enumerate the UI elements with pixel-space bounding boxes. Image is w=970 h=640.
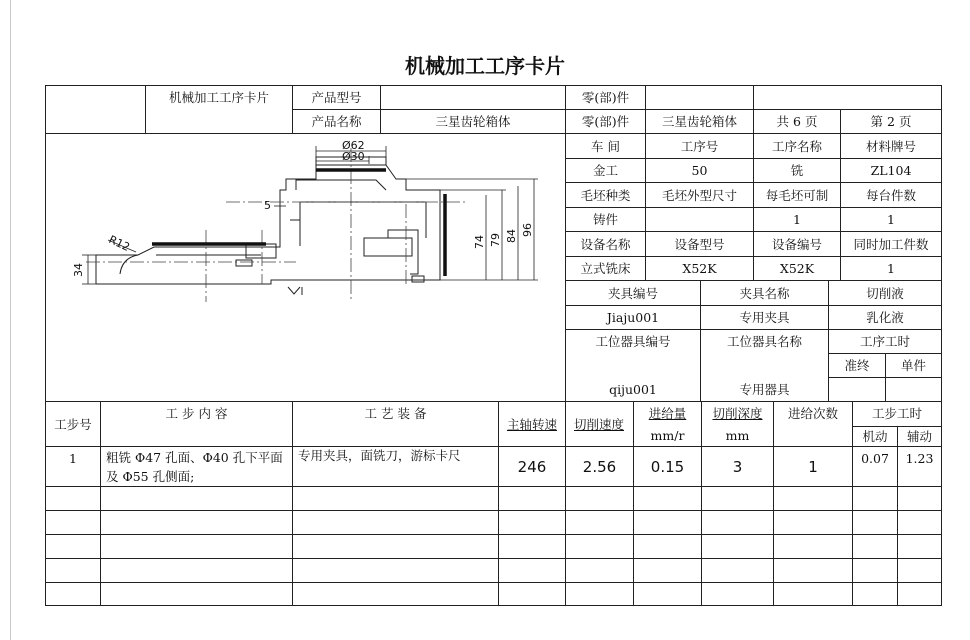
equip-model: X52K	[682, 261, 717, 276]
total-pages: 共 6 页	[776, 114, 818, 129]
material-label: 材料牌号	[865, 138, 916, 154]
tool-no: qiju001	[609, 382, 657, 397]
part-sketch	[46, 134, 565, 401]
equip-no-label: 设备编号	[771, 236, 822, 252]
dim-84: 84	[505, 229, 518, 243]
col-feed-unit: mm/r	[650, 427, 685, 443]
workshop-label: 车 间	[591, 138, 620, 154]
fixture-no: Jiaju001	[606, 310, 660, 325]
page-number: 第 2 页	[870, 114, 912, 129]
per-blank-label: 每毛坯可制	[765, 187, 829, 203]
step-spindle: 246	[517, 457, 547, 476]
step-no: 1	[69, 450, 77, 466]
blank-type: 铸件	[592, 212, 618, 227]
col-aux-time: 辅动	[906, 429, 932, 444]
per-blank: 1	[793, 212, 801, 227]
unit-time-label: 单件	[900, 358, 926, 373]
col-step-no: 工步号	[54, 416, 92, 432]
tool-name-label: 工位器具名称	[726, 333, 802, 349]
col-spindle: 主轴转速	[506, 416, 557, 432]
blank-type-label: 毛坯种类	[580, 187, 631, 203]
card-label: 机械加工工序卡片	[168, 90, 269, 105]
step-content: 粗铣 Φ47 孔面、Φ40 孔下平面及 Φ55 孔侧面;	[106, 450, 283, 484]
part-label-1: 零(部)件	[581, 90, 630, 105]
dim-d62: Ø62	[342, 139, 365, 152]
per-unit: 1	[887, 212, 895, 227]
std-time-label: 准终	[844, 358, 870, 373]
blank-size-label: 毛坯外型尺寸	[661, 187, 737, 203]
op-no: 50	[691, 163, 708, 178]
step-speed: 2.56	[582, 457, 617, 476]
op-no-label: 工序号	[680, 138, 719, 154]
workshop: 金工	[592, 163, 618, 178]
step-aux-time: 1.23	[905, 450, 934, 466]
equip-no: X52K	[779, 261, 815, 276]
coolant-label: 切削液	[866, 285, 904, 301]
dim-34: 34	[72, 263, 85, 277]
step-equipment: 专用夹具，面铣刀，游标卡尺	[298, 448, 461, 463]
fixture-name: 专用夹具	[739, 310, 790, 325]
op-name-label: 工序名称	[771, 138, 822, 154]
page-edge	[10, 0, 11, 640]
part-name: 三星齿轮箱体	[661, 114, 737, 129]
per-unit-label: 每台件数	[865, 187, 916, 203]
material: ZL104	[870, 163, 912, 178]
col-equipment: 工 艺 装 备	[364, 405, 427, 421]
col-depth: 切削深度	[712, 405, 763, 421]
simul-label: 同时加工件数	[853, 236, 929, 252]
part-label-2: 零(部)件	[581, 114, 630, 129]
product-name-label: 产品名称	[311, 114, 362, 129]
col-step-time: 工步工时	[871, 406, 922, 421]
col-speed: 切削速度	[574, 416, 625, 432]
equip-name: 立式铣床	[580, 261, 631, 276]
fixture-name-label: 夹具名称	[739, 285, 790, 301]
dim-79: 79	[489, 233, 502, 247]
op-name: 铣	[790, 163, 804, 178]
tool-name: 专用器具	[739, 382, 790, 397]
simul: 1	[887, 261, 895, 276]
fixture-no-label: 夹具编号	[607, 285, 658, 301]
tool-no-label: 工位器具编号	[595, 333, 671, 349]
product-model-label: 产品型号	[311, 90, 362, 105]
step-feed: 0.15	[650, 457, 685, 476]
col-passes: 进给次数	[787, 405, 838, 421]
product-name: 三星齿轮箱体	[435, 114, 511, 129]
step-passes: 1	[808, 457, 818, 476]
col-content: 工 步 内 容	[165, 405, 228, 421]
col-machine-time: 机动	[862, 429, 888, 444]
dim-96: 96	[521, 223, 534, 237]
dim-d30: Ø30	[342, 150, 365, 163]
col-depth-unit: mm	[725, 427, 750, 443]
page-title: 机械加工工序卡片	[405, 54, 565, 78]
dim-74: 74	[473, 235, 486, 249]
step-machine-time: 0.07	[861, 450, 889, 466]
op-time-label: 工序工时	[859, 334, 910, 349]
step-depth: 3	[732, 457, 743, 476]
dim-r12: R12	[106, 232, 132, 254]
coolant: 乳化液	[866, 310, 904, 325]
equip-name-label: 设备名称	[580, 236, 631, 252]
dim-5: 5	[264, 199, 271, 212]
col-feed: 进给量	[648, 405, 687, 421]
equip-model-label: 设备型号	[674, 236, 725, 252]
